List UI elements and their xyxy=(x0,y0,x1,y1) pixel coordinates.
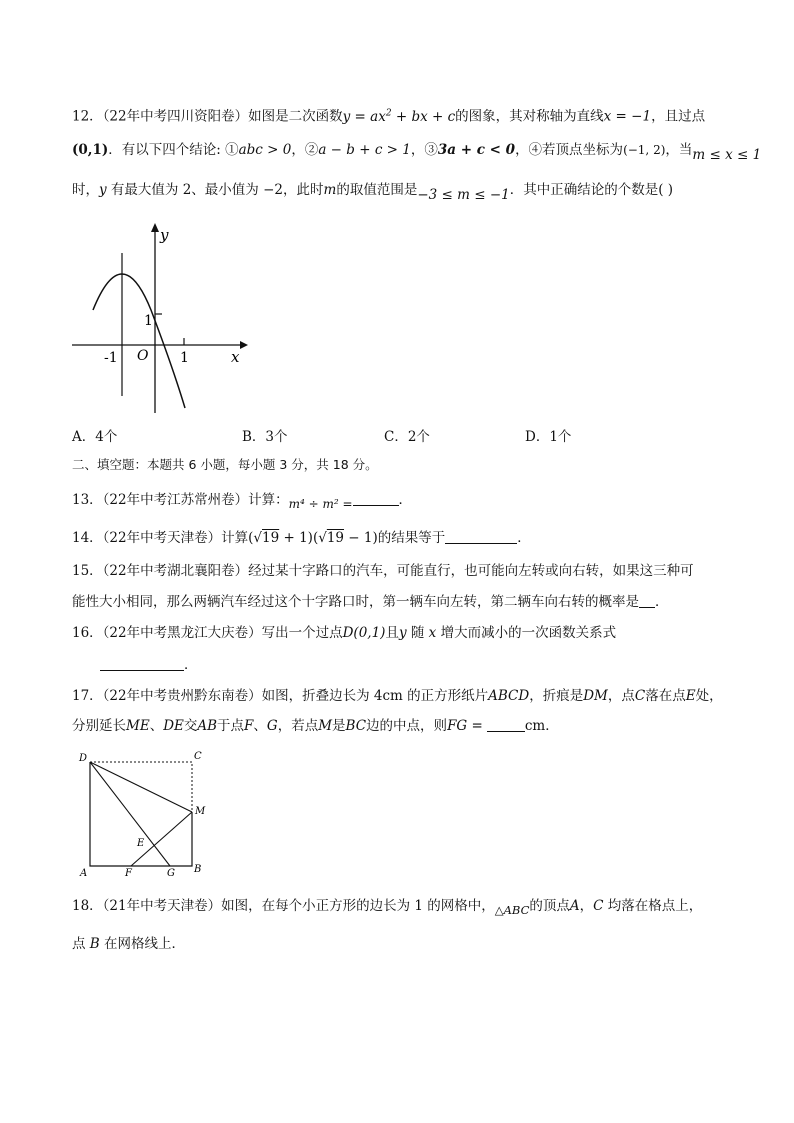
q18-text-3: ， xyxy=(579,898,594,914)
q13-answer-blank[interactable] xyxy=(353,491,399,506)
label-g: G xyxy=(167,868,175,879)
q12-line-1 xyxy=(72,103,705,127)
q17-segment-de: DE xyxy=(163,718,184,734)
q14-expression: (√19 + 1)(√19 − 1) xyxy=(248,530,378,546)
q12-point: (0,1) xyxy=(72,142,109,158)
q16-var-y: y xyxy=(398,625,407,641)
q16-line-2 xyxy=(100,655,198,675)
q16-point: D(0,1) xyxy=(342,625,386,641)
q18-triangle: △ABC xyxy=(494,903,530,917)
q14-text: 14．（22年中考天津卷）计算 xyxy=(72,530,249,546)
label-d: D xyxy=(79,753,88,764)
q16-text: 16．（22年中考黑龙江大庆卷）写出一个过点 xyxy=(72,625,343,641)
q18-text-6: 在网格线上． xyxy=(99,936,186,952)
parabola-curve xyxy=(93,274,185,408)
q17-segment-bc: BC xyxy=(345,718,367,734)
q17-text-10: 、 xyxy=(253,718,267,734)
q18-line-2 xyxy=(72,934,185,954)
q18-point-a: A xyxy=(569,898,580,914)
q14-line xyxy=(72,528,531,548)
line-dg xyxy=(90,762,170,866)
q17-answer-blank[interactable] xyxy=(487,717,525,732)
x-axis-arrow xyxy=(240,341,248,349)
q13-line xyxy=(72,490,412,510)
q16-line-1 xyxy=(72,623,616,643)
q17-crease: DM xyxy=(583,688,608,704)
q12-var-y: y xyxy=(99,182,107,198)
crease-dm xyxy=(90,762,192,812)
q17-point-g: G xyxy=(266,718,278,734)
q15-answer-blank[interactable] xyxy=(639,593,655,608)
q12-text-3: ，且过点 xyxy=(651,108,706,125)
option-c[interactable]: C．2个 xyxy=(384,429,430,445)
q14-middle: + 1)( xyxy=(279,530,319,546)
label-a: A xyxy=(80,868,88,879)
q14-answer-blank[interactable] xyxy=(445,529,517,544)
q16-text-4: 增大而减小的一次函数关系式 xyxy=(436,625,617,641)
q12-m-range: −3 ≤ m ≤ −1 xyxy=(417,187,510,203)
q17-text-7: 、 xyxy=(149,718,164,734)
q16-text-2: 且 xyxy=(385,625,399,641)
q17-text-5: 处， xyxy=(695,688,723,704)
q16-answer-blank[interactable] xyxy=(100,656,184,671)
q17-unit: cm． xyxy=(524,718,559,734)
option-b[interactable]: B．3个 xyxy=(242,429,288,445)
q17-text-4: 落在点 xyxy=(645,688,686,704)
q18-point-c: C xyxy=(593,898,604,914)
q16-var-x: x xyxy=(428,625,437,641)
q17-line-1 xyxy=(72,686,723,706)
q17-text-12: 是 xyxy=(332,718,346,734)
q17-line-2 xyxy=(72,716,559,736)
q15-text: 能性大小相同，那么两辆汽车经过这个十字路口时，第一辆车向左转，第二辆车向右转的概率是 xyxy=(72,594,639,610)
q13-end: ． xyxy=(398,492,413,508)
x-one-label: 1 xyxy=(180,350,189,366)
q14-radicand-1: 19 xyxy=(262,530,280,546)
q14-paren-close: − 1) xyxy=(344,530,378,546)
option-d[interactable]: D．1个 xyxy=(525,429,572,445)
q12-line-2 xyxy=(72,140,762,163)
y-axis-label: y xyxy=(160,226,169,244)
origin-label: O xyxy=(137,348,149,364)
q17-text-8: 交 xyxy=(183,718,198,734)
q12-axis-equation: x = −1 xyxy=(603,108,652,125)
square-solid-edges xyxy=(90,762,192,866)
parabola-graph xyxy=(68,218,258,418)
q12-vertex: (−1, 2) xyxy=(623,143,666,157)
q12-conclusion-2: a − b + c > 1 xyxy=(318,142,411,158)
q18-point-b: B xyxy=(89,936,100,952)
y-axis-arrow xyxy=(151,223,159,232)
q17-point-m: M xyxy=(318,718,333,734)
q17-segment-ab: AB xyxy=(197,718,218,734)
q14-paren-open: ( xyxy=(248,530,254,546)
q17-point-f: F xyxy=(244,718,254,734)
section-2-heading: 二、填空题：本题共 6 小题，每小题 3 分，共 18 分。 xyxy=(72,457,378,472)
q18-text-5: 点 xyxy=(72,936,90,952)
q12-text-8: ，当 xyxy=(665,142,693,158)
q13-text: 13．（22年中考江苏常州卷）计算： xyxy=(72,492,289,508)
q12-range: m ≤ x ≤ 1 xyxy=(692,147,762,163)
q12-text-11: 的取值范围是 xyxy=(336,182,418,198)
q17-segment-fg: FG = xyxy=(447,718,483,734)
q12-text-2: 的图象，其对称轴为直线 xyxy=(455,108,604,125)
q12-text-7: ，④若顶点坐标为 xyxy=(515,142,624,158)
label-c: C xyxy=(194,751,202,762)
q17-text-3: ，点 xyxy=(607,688,635,704)
q12-function-lhs: y = ax xyxy=(342,108,386,125)
q12-text-10: 有最大值为 2、最小值为 −2，此时 xyxy=(106,182,324,198)
q17-text: 17．（22年中考贵州黔东南卷）如图，折叠边长为 4cm 的正方形纸片 xyxy=(72,688,489,704)
q17-text-11: ，若点 xyxy=(277,718,319,734)
q16-text-3: 随 xyxy=(406,625,429,641)
q12-function: $y = ax^2$ + bx + c xyxy=(342,108,456,125)
q12-conclusion-1: abc > 0 xyxy=(238,142,292,158)
y-one-label: 1 xyxy=(144,313,153,329)
q17-text-2: ，折痕是 xyxy=(529,688,584,704)
q18-text-2: 的顶点 xyxy=(529,898,570,914)
q12-text: 如图是二次函数 xyxy=(248,108,343,125)
neg-one-label: -1 xyxy=(104,350,118,366)
label-m: M xyxy=(195,806,206,817)
option-a[interactable]: A．4个 xyxy=(72,429,118,445)
q14-end: ． xyxy=(517,530,531,546)
q15-end: ． xyxy=(655,594,669,610)
q12-question-stem: ．其中正确结论的个数是( ) xyxy=(509,182,674,198)
q12-source: （22年中考四川资阳卷） xyxy=(102,108,249,125)
label-b: B xyxy=(194,864,202,875)
q14-radicand-2: 19 xyxy=(326,530,345,546)
q17-text-6: 分别延长 xyxy=(72,718,126,734)
q17-square-name: ABCD xyxy=(488,688,530,704)
folded-square-figure xyxy=(70,748,220,880)
q12-number: 12． xyxy=(72,108,103,125)
q17-text-9: 于点 xyxy=(217,718,245,734)
q12-text-9: 时， xyxy=(72,182,99,198)
q13-expression: m⁴ ÷ m² = xyxy=(288,497,353,511)
label-f: F xyxy=(125,868,132,879)
q17-point-c: C xyxy=(634,688,646,704)
q17-point-e: E xyxy=(685,688,696,704)
q12-var-m: m xyxy=(323,182,337,198)
q12-text-4: ．有以下四个结论: ① xyxy=(108,142,239,158)
q12-function-rhs: + bx + c xyxy=(391,108,456,125)
q12-line-3 xyxy=(72,180,674,203)
q17-text-13: 边的中点，则 xyxy=(366,718,448,734)
q15-line-1: 15．（22年中考湖北襄阳卷）经过某十字路口的汽车，可能直行，也可能向左转或向右转，如果这三种可 xyxy=(72,563,694,579)
q12-conclusion-3: 3a + c < 0 xyxy=(437,142,516,158)
q18-line-1 xyxy=(72,896,702,916)
label-e: E xyxy=(137,838,145,849)
q18-text-4: 均落在格点上， xyxy=(603,898,703,914)
q15-line-2 xyxy=(72,592,669,612)
x-axis-label: x xyxy=(231,348,240,366)
q17-segment-me: ME xyxy=(126,718,150,734)
q12-text-6: ，③ xyxy=(410,142,438,158)
q18-text: 18．（21年中考天津卷）如图，在每个小正方形的边长为 1 的网格中， xyxy=(72,898,495,914)
q14-tail: 的结果等于 xyxy=(377,530,446,546)
q12-text-5: ，② xyxy=(291,142,319,158)
q16-end: ． xyxy=(184,657,198,673)
